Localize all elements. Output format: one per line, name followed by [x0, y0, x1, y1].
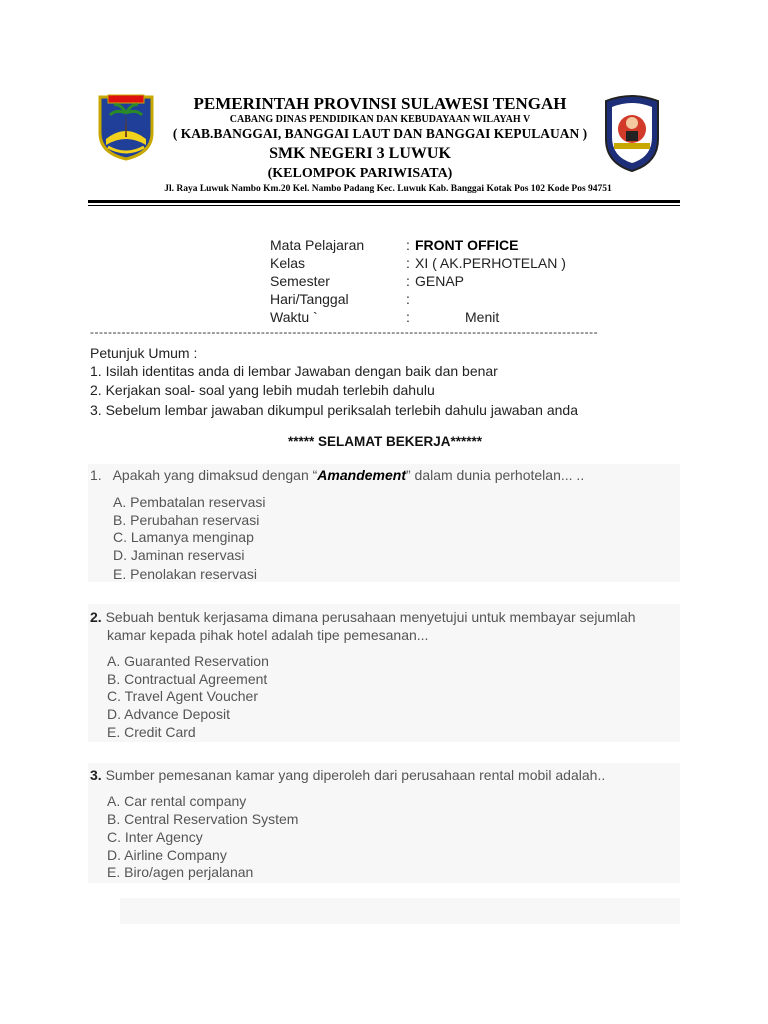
identity-label: Waktu `: [270, 309, 318, 325]
identity-value: FRONT OFFICE: [415, 237, 519, 253]
identity-colon: :: [406, 309, 410, 325]
option-e: E. Penolakan reservasi: [113, 566, 257, 582]
identity-value: XI ( AK.PERHOTELAN ): [415, 255, 566, 271]
letterhead-group: (KELOMPOK PARIWISATA): [267, 166, 453, 181]
letterhead-rule-thick: [88, 200, 680, 203]
question-2-text-line2: kamar kepada pihak hotel adalah tipe pemesanan...: [107, 627, 429, 643]
identity-colon: :: [406, 273, 410, 289]
question-emphasis: Amandement: [317, 467, 406, 483]
letterhead-government: PEMERINTAH PROVINSI SULAWESI TENGAH: [193, 94, 567, 113]
option-c: C. Lamanya menginap: [113, 529, 254, 545]
letterhead-regions: ( KAB.BANGGAI, BANGGAI LAUT DAN BANGGAI KEPULAUAN ): [172, 126, 588, 141]
question-number: 1.: [90, 467, 102, 483]
option-d: D. Jaminan reservasi: [113, 547, 245, 563]
question-2-block: [88, 604, 680, 742]
identity-label: Semester: [270, 273, 330, 289]
option-b: B. Contractual Agreement: [107, 671, 268, 687]
option-d: D. Advance Deposit: [107, 706, 230, 722]
question-number: 3.: [90, 767, 102, 783]
identity-subject: [270, 237, 690, 255]
empty-question-block: [120, 898, 680, 924]
question-3-text: [90, 767, 605, 783]
identity-colon: :: [406, 255, 410, 271]
question-1-text: [90, 467, 584, 483]
option-c: C. Inter Agency: [107, 829, 203, 845]
letterhead-school-name: SMK NEGERI 3 LUWUK: [269, 145, 451, 162]
option-a: A. Guaranted Reservation: [107, 653, 269, 669]
identity-class: [270, 255, 690, 273]
question-text-start: Apakah yang dimaksud dengan “: [112, 467, 318, 483]
identity-label: Mata Pelajaran: [270, 237, 365, 253]
instruction-item: 3. Sebelum lembar jawaban dikumpul periksalah terlebih dahulu jawaban anda: [90, 402, 578, 418]
instructions-title: Petunjuk Umum :: [90, 345, 198, 361]
option-e: E. Credit Card: [107, 724, 196, 740]
identity-semester: [270, 273, 690, 291]
option-b: B. Central Reservation System: [107, 811, 299, 827]
option-d: D. Airline Company: [107, 847, 227, 863]
identity-colon: :: [406, 237, 410, 253]
question-number: 2.: [90, 609, 102, 625]
option-e: E. Biro/agen perjalanan: [107, 864, 254, 880]
letterhead-rule-thin: [88, 205, 680, 206]
letterhead-address: Jl. Raya Luwuk Nambo Km.20 Kel. Nambo Padang Kec. Luwuk Kab. Banggai Kotak Pos 102 Kode Pos 94751: [164, 184, 612, 194]
greeting-banner: ***** SELAMAT BEKERJA******: [287, 434, 483, 449]
province-crest-logo: [96, 93, 156, 161]
question-3-block: [88, 763, 680, 883]
question-text-line1: Sebuah bentuk kerjasama dimana perusahaan menyetujui untuk membayar sejumlah: [105, 609, 636, 625]
identity-colon: :: [406, 291, 410, 307]
identity-value: Menit: [465, 309, 500, 325]
question-2-text: [90, 609, 636, 625]
option-c: C. Travel Agent Voucher: [107, 688, 258, 704]
option-b: B. Perubahan reservasi: [113, 512, 260, 528]
question-text-end: ” dalam dunia perhotelan... ..: [405, 467, 585, 483]
option-a: A. Car rental company: [107, 793, 247, 809]
option-a: A. Pembatalan reservasi: [113, 494, 266, 510]
separator-line: -----------------------------------------------------------------------------------------------------------------: [90, 325, 599, 339]
instruction-item: 2. Kerjakan soal- soal yang lebih mudah terlebih dahulu: [90, 382, 435, 398]
question-text-line1: Sumber pemesanan kamar yang diperoleh dari perusahaan rental mobil adalah..: [105, 767, 606, 783]
question-1-block: [88, 464, 680, 582]
identity-label: Hari/Tanggal: [270, 291, 349, 307]
identity-date: [270, 291, 690, 309]
identity-value: GENAP: [415, 273, 465, 289]
identity-label: Kelas: [270, 255, 306, 271]
letterhead-branch: CABANG DINAS PENDIDIKAN DAN KEBUDAYAAN WILAYAH V: [229, 114, 531, 125]
instruction-item: 1. Isilah identitas anda di lembar Jawaban dengan baik dan benar: [90, 363, 498, 379]
